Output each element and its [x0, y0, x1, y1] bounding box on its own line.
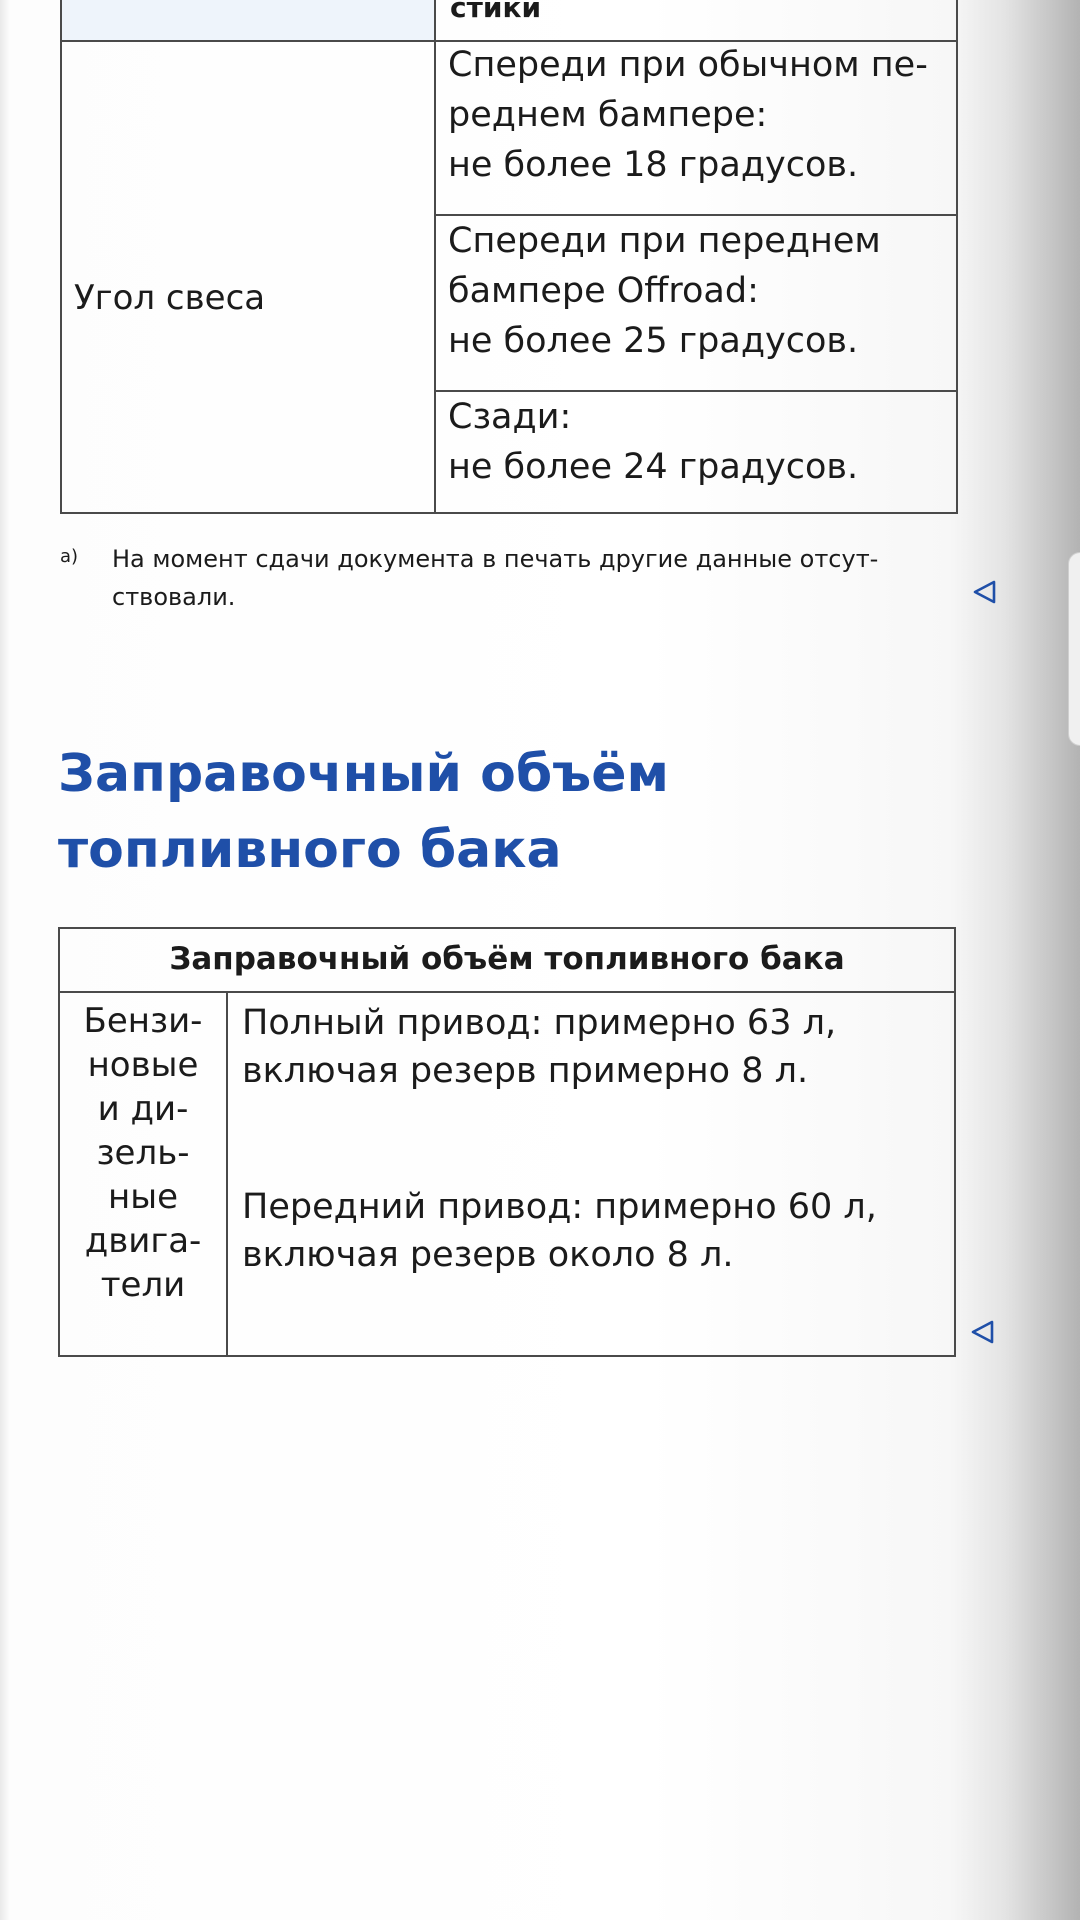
engine-type-line: зель-	[96, 1133, 190, 1173]
footnote-line: ствовали.	[112, 583, 236, 611]
table-header-row	[62, 0, 956, 42]
footnote-line: На момент сдачи документа в печать другие данные отсут-	[112, 545, 879, 573]
spacer	[242, 1095, 954, 1183]
cell-line: Сзади:	[448, 397, 572, 437]
engine-type-line: и ди-	[97, 1089, 189, 1129]
table-header-text: стики	[450, 0, 542, 24]
capacity-line: включая резерв около 8 л.	[242, 1235, 734, 1275]
cell-line: Спереди при переднем	[448, 221, 881, 261]
capacity-line: Полный привод: примерно 63 л,	[242, 1003, 837, 1043]
capacity-line: Передний привод: примерно 60 л,	[242, 1187, 877, 1227]
fuel-table-header: Заправочный объём топливного бака	[60, 929, 954, 993]
engine-type-line: новые	[87, 1045, 199, 1085]
cell-value: не более 24 градусов.	[448, 447, 859, 487]
overhang-angle-table	[60, 0, 958, 514]
table-cell-front-standard	[434, 40, 956, 216]
triangle-left-icon	[968, 1318, 996, 1346]
row-label: Угол свеса	[74, 278, 266, 318]
section-title-line: Заправочный объём	[58, 744, 669, 804]
table-header-cell-left	[62, 0, 434, 40]
cell-line: Спереди при обычном пе-	[448, 45, 928, 85]
capacity-line: включая резерв примерно 8 л.	[242, 1051, 809, 1091]
engine-type-cell	[60, 991, 228, 1355]
engine-type-line: двига-	[84, 1221, 202, 1261]
fuel-tank-table	[58, 927, 956, 1357]
engine-type-line: ные	[108, 1177, 178, 1217]
cell-line: реднем бампере:	[448, 95, 768, 135]
table-header-cell-right	[434, 0, 956, 40]
table-cell-rear	[434, 392, 956, 514]
footnote-text	[112, 540, 1012, 616]
section-title	[58, 736, 669, 888]
footnote-mark: a)	[60, 546, 79, 567]
table-cell-front-offroad	[434, 216, 956, 392]
page-spine-shadow	[0, 0, 10, 1920]
scroll-handle[interactable]	[1068, 552, 1080, 746]
row-label-cell	[62, 40, 434, 514]
cell-value: не более 18 градусов.	[448, 145, 859, 185]
section-title-line: топливного бака	[58, 820, 562, 880]
engine-type-line: тели	[100, 1265, 186, 1305]
fuel-capacity-cell	[228, 991, 954, 1355]
triangle-left-icon	[970, 578, 998, 606]
cell-value: не более 25 градусов.	[448, 321, 859, 361]
engine-type-line: Бензи-	[83, 1001, 203, 1041]
cell-line: бампере Offroad:	[448, 271, 759, 311]
